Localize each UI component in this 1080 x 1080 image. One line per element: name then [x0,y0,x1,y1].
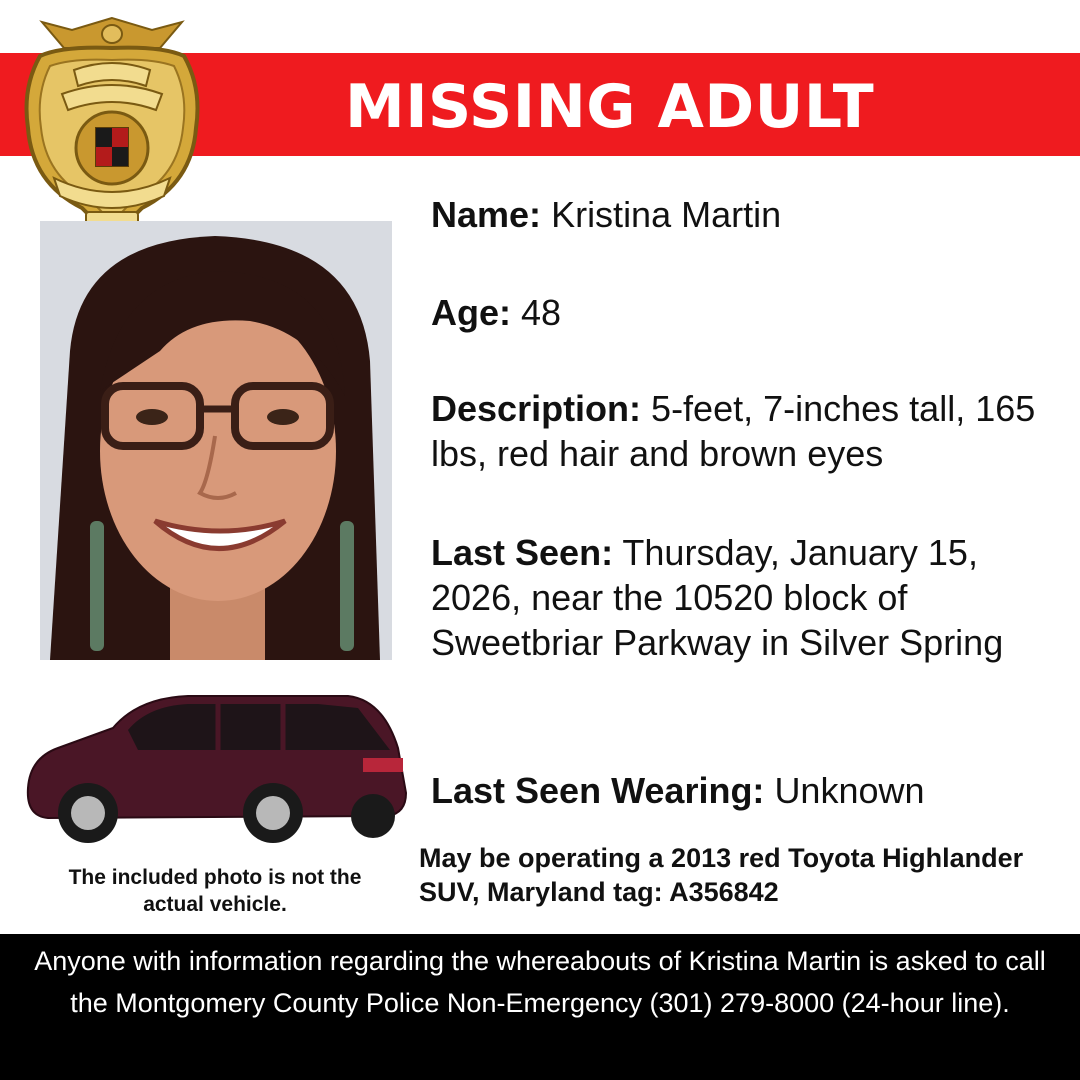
name-label: Name: [431,194,542,235]
age-value: 48 [521,292,562,333]
last-seen-value: Thursday, January 15, 2026, near the 10520 block of Sweetbriar Parkway in Silver Spring [431,532,1004,663]
vehicle-photo [18,688,410,848]
wearing-field [431,768,1071,813]
last-seen-label: Last Seen: [431,532,614,573]
page-title: MISSING ADULT [345,72,875,142]
police-badge-icon [12,8,212,248]
age-label: Age: [431,292,511,333]
description-value: 5-feet, 7-inches tall, 165 lbs, red hair and brown eyes [431,388,1036,474]
vehicle-photo-caption: The included photo is not the actual vehicle. [68,866,362,916]
vehicle-note: May be operating a 2013 red Toyota Highlander SUV, Maryland tag: A356842 [419,843,1024,907]
name-field [431,192,1071,237]
wearing-value: Unknown [774,770,925,811]
name-value: Kristina Martin [551,194,782,235]
missing-person-photo [40,221,392,660]
description-label: Description: [431,388,642,429]
last-seen-field [431,530,1076,665]
description-field [431,386,1071,476]
age-field [431,290,1071,335]
contact-footer-text: Anyone with information regarding the whereabouts of Kristina Martin is asked to call the Montgomery County Police Non-Emergency (301) 279-8000 (24-hour line). [34,946,1046,1018]
wearing-label: Last Seen Wearing: [431,770,765,811]
